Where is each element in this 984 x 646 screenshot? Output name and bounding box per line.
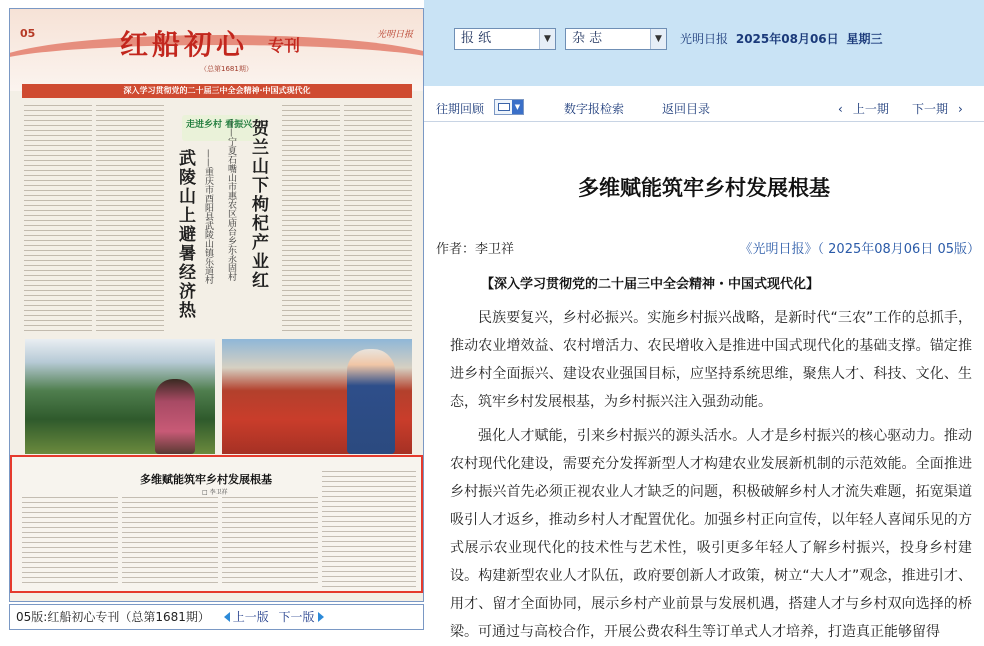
issue-label: （总第1681期） xyxy=(200,65,253,73)
woman-figure xyxy=(155,379,195,454)
masthead-title: 红船初心 xyxy=(120,28,249,61)
next-issue-link[interactable] xyxy=(912,100,963,117)
next-page-label: 下一版 xyxy=(278,610,315,624)
thumbnail-article-title: 多维赋能筑牢乡村发展根基 xyxy=(140,473,272,486)
date-bar xyxy=(680,30,883,47)
top-toolbar xyxy=(424,0,984,86)
calendar-picker[interactable] xyxy=(494,99,524,115)
newspaper-logo: 光明日报 xyxy=(376,30,413,40)
next-issue-label: 下一期 xyxy=(912,102,949,116)
prev-issue-link[interactable] xyxy=(838,100,889,117)
page-number: 05 xyxy=(20,27,36,40)
chevron-right-icon: › xyxy=(958,102,963,116)
subhead-right: ——宁夏石嘴山市惠农区庙台乡东永固村 xyxy=(226,119,236,281)
chevron-left-icon: ‹ xyxy=(838,102,843,116)
article-paragraph: 民族要复兴，乡村必振兴。实施乡村振兴战略，是新时代“三农”工作的总抓手，推动农业增效益、农村增活力、农民增收入是推进中国式现代化的基础支撑。锚定推进乡村全面振兴、建设农业强国目标，应坚持系统思维，聚焦人才、科技、文化、生态，筑牢乡村发展根基，为乡村振兴注入强劲动能。 xyxy=(450,310,972,410)
arrow-left-icon xyxy=(224,612,230,622)
selected-article-highlight[interactable] xyxy=(10,455,423,593)
digital-search-link[interactable]: 数字报检索 xyxy=(564,102,625,116)
article-source[interactable]: 《光明日报》（ 2025年08月06日 05版） xyxy=(739,242,980,257)
newspaper-select-value: 报 纸 xyxy=(461,31,492,46)
article-author: 作者：李卫祥 xyxy=(436,242,515,257)
headline-right[interactable]: 贺兰山下枸杞产业红 xyxy=(248,119,268,290)
article-title: 多维赋能筑牢乡村发展根基 xyxy=(578,176,830,200)
chevron-down-icon: ▼ xyxy=(650,29,666,49)
article-panel xyxy=(424,0,984,638)
text-column xyxy=(322,471,416,587)
chevron-down-icon: ▼ xyxy=(512,100,523,114)
article-subhead: 【深入学习贯彻党的二十届三中全会精神・中国式现代化】 xyxy=(481,277,820,292)
nav-bar xyxy=(424,86,984,122)
magazine-select[interactable] xyxy=(565,28,667,50)
masthead-suffix: 专刊 xyxy=(268,36,301,55)
issue-date: 2025年08月06日 xyxy=(735,32,839,46)
article-paragraph: 强化人才赋能，引来乡村振兴的源头活水。人才是乡村振兴的核心驱动力。推动农村现代化建设，需要充分发挥新型人才构建农业发展新机制的示范效能。全面推进乡村振兴首先必须正视农业人才缺乏的问题，积极破解乡村人才流失难题，拓宽渠道吸引人才返乡，推动乡村人才配置优化。加强乡村正向宣传，以年轻人喜闻乐见的方式展示农业现代化的技术性与艺术性，吸引更多年轻人了解乡村振兴，投身乡村建设。构建新型农业人才队伍，政府要创新人才政策，树立“大人才”观念，推进引才、用才、留才全面协同，展示乡村产业前景与发展机遇，搭建人才与乡村双向选择的桥梁。可通过与高校合作，开展公费农科生等订单式人才培养，打造真正能够留得 xyxy=(450,428,972,640)
page-label: 05版:红船初心专刊（总第1681期） xyxy=(16,610,210,624)
text-column xyxy=(24,105,92,333)
masthead xyxy=(10,9,423,91)
worker-figure xyxy=(347,349,395,454)
arrow-right-icon xyxy=(318,612,324,622)
thumbnail-article-author: □ 李卫祥 xyxy=(202,489,228,496)
headline-left[interactable]: 武陵山上避暑经济热 xyxy=(175,149,195,320)
mountain-village-photo xyxy=(25,339,215,454)
goji-drying-photo xyxy=(222,339,412,454)
subhead-left: ——重庆市酉阳县武陵山镇乐道村 xyxy=(203,149,213,284)
prev-issue-label: 上一期 xyxy=(852,102,889,116)
text-column xyxy=(222,497,318,587)
return-index-link[interactable]: 返回目录 xyxy=(662,102,711,116)
text-column xyxy=(344,105,412,333)
magazine-select-value: 杂 志 xyxy=(572,31,603,46)
section-banner: 深入学习贯彻党的二十届三中全会精神·中国式现代化 xyxy=(22,84,412,98)
column-tag: 走进乡村 看振兴 xyxy=(182,115,260,141)
newspaper-page-thumbnail[interactable] xyxy=(9,8,424,602)
next-page-link[interactable] xyxy=(279,610,324,624)
prev-page-link[interactable] xyxy=(224,610,269,624)
text-column xyxy=(96,105,164,333)
text-column xyxy=(22,497,118,587)
prev-page-label: 上一版 xyxy=(232,610,269,624)
back-issues-link[interactable]: 往期回顾 xyxy=(436,102,485,116)
text-column xyxy=(282,105,340,333)
text-column xyxy=(122,497,218,587)
chevron-down-icon: ▼ xyxy=(539,29,555,49)
weekday: 星期三 xyxy=(846,32,883,46)
newspaper-select[interactable] xyxy=(454,28,556,50)
calendar-icon xyxy=(498,103,510,111)
page-footer xyxy=(9,604,424,630)
paper-name: 光明日报 xyxy=(680,32,729,46)
